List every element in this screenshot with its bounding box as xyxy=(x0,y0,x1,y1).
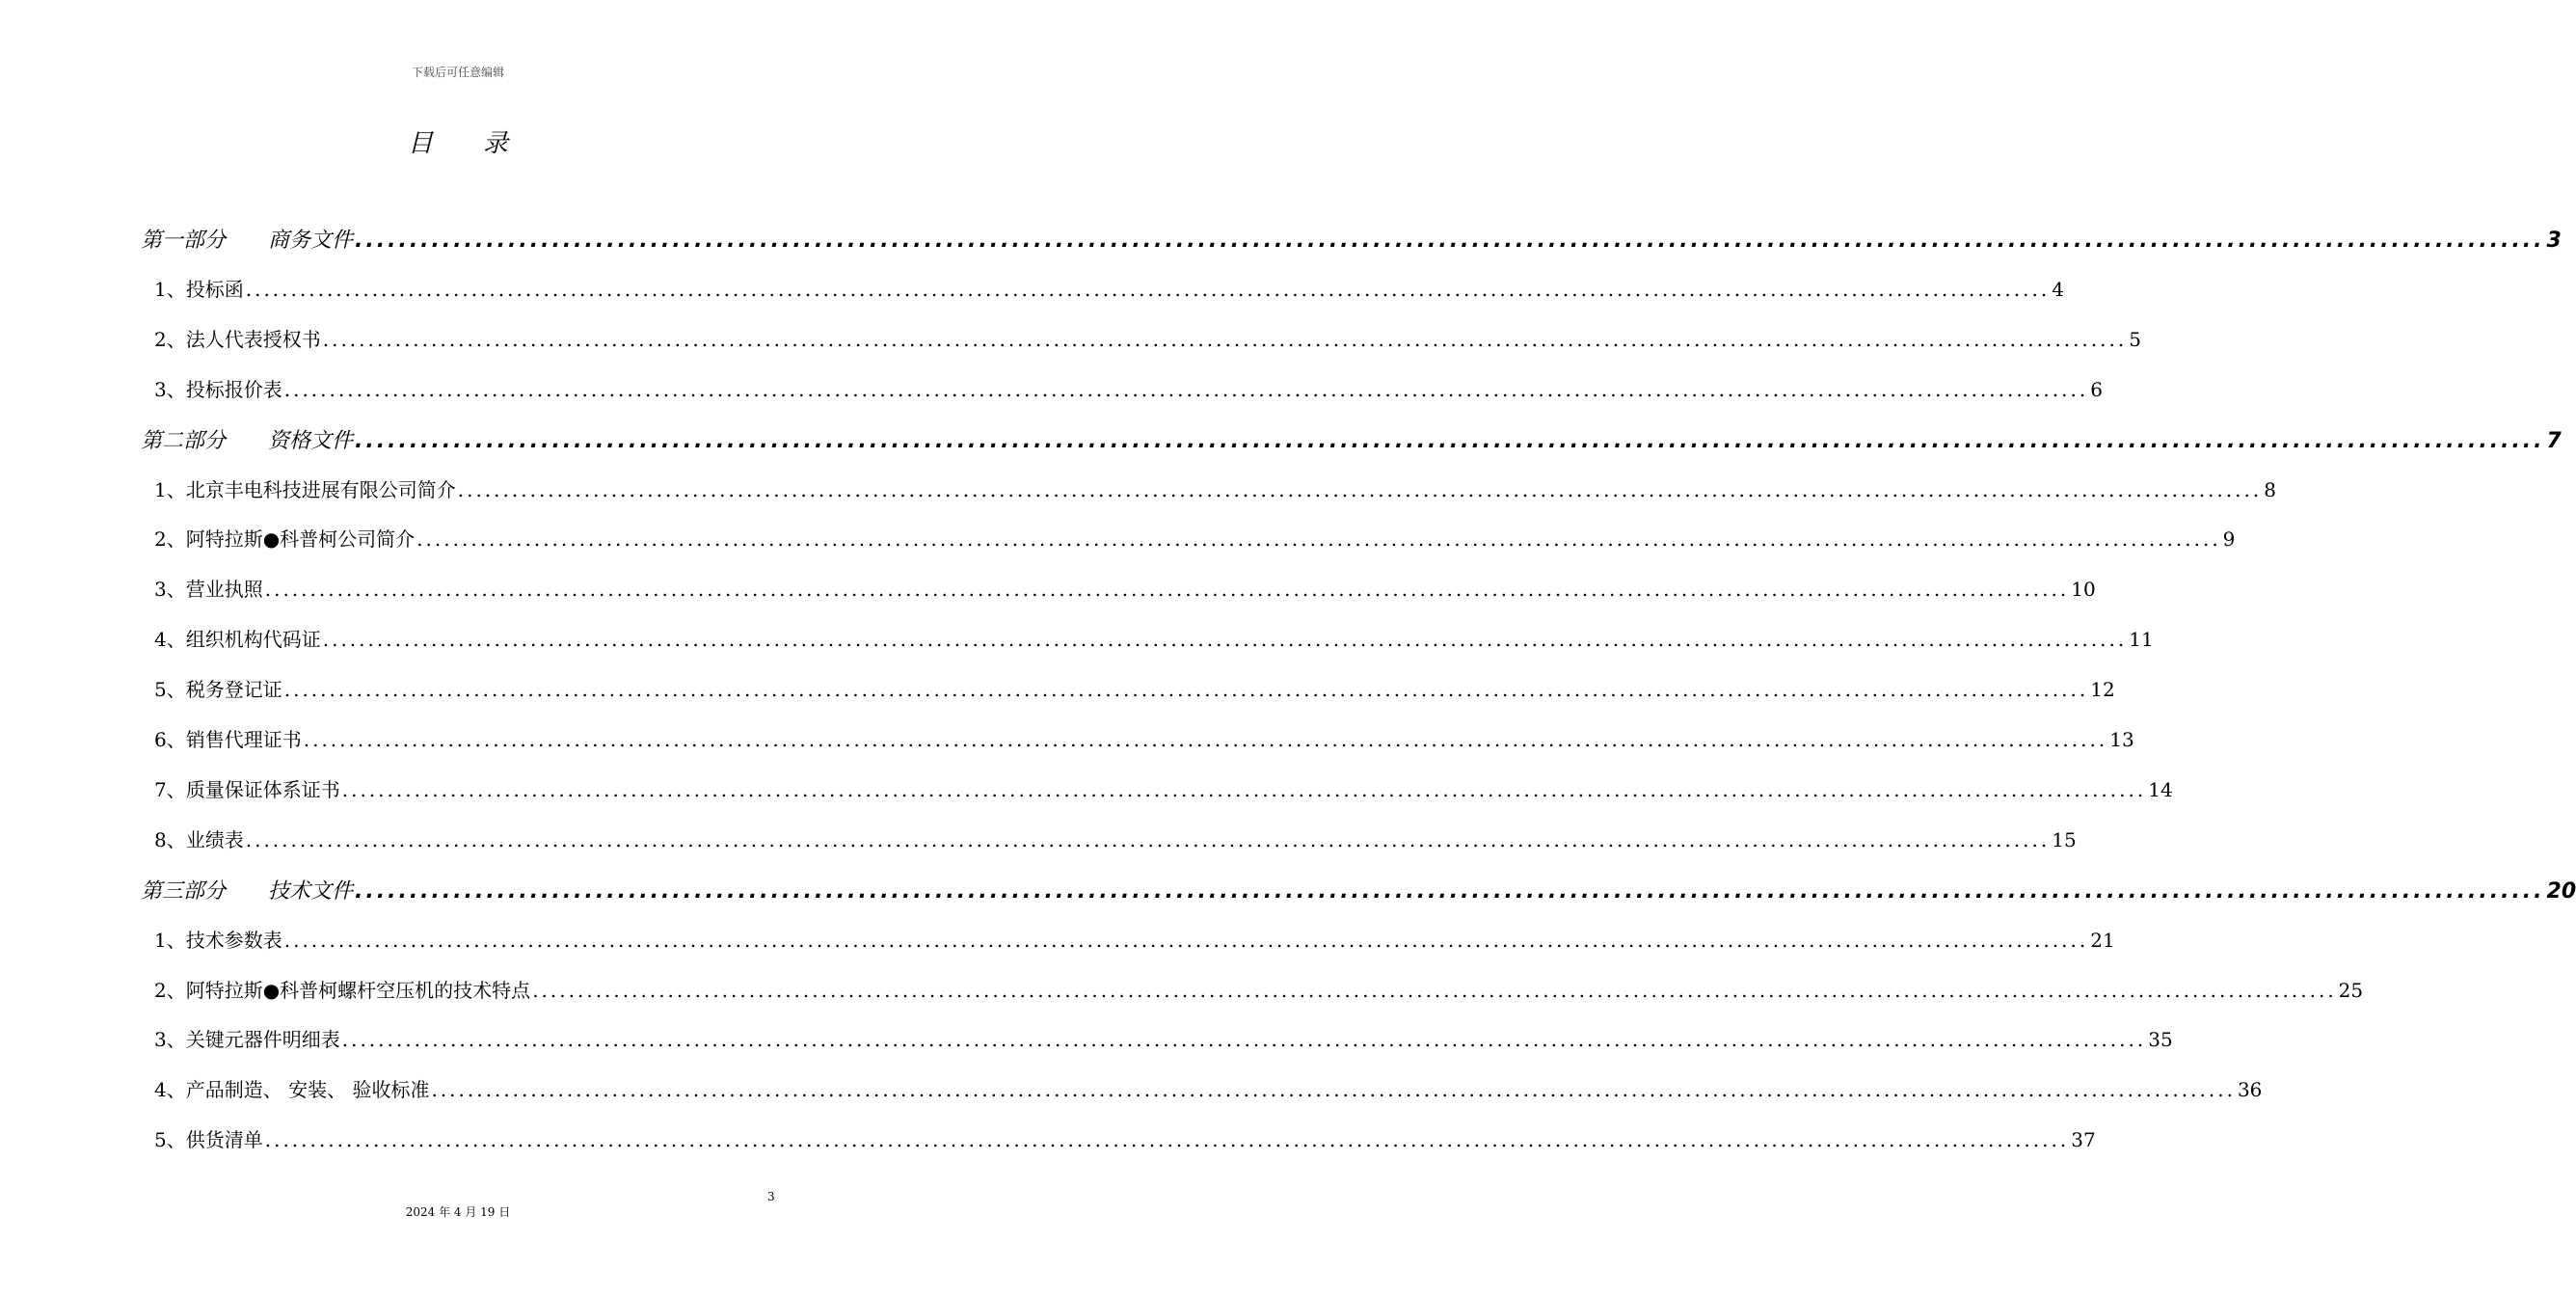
toc-item-title: 产品制造、 安装、 验收标准 xyxy=(185,1078,430,1102)
toc-item-entry[interactable] xyxy=(154,674,2115,707)
dot-leader: ........................................................................................................................................................................................................ xyxy=(355,878,2545,904)
toc-page-number: 20 xyxy=(2546,878,2576,904)
toc-item-title: 技术参数表 xyxy=(185,928,282,952)
toc-page-number: 35 xyxy=(2148,1028,2173,1052)
toc-item-number: 1、 xyxy=(154,277,186,301)
toc-item-entry[interactable] xyxy=(154,274,2064,307)
toc-item-entry[interactable] xyxy=(154,324,2141,357)
toc-item-number: 2、 xyxy=(154,978,186,1002)
toc-item-number: 1、 xyxy=(154,928,186,952)
dot-leader: ........................................................................................................................................................................................................ xyxy=(341,1028,2147,1052)
toc-item-number: 8、 xyxy=(154,827,186,851)
toc-title-left: 目 xyxy=(407,129,433,158)
dot-leader: ........................................................................................................................................................................................................ xyxy=(341,777,2147,801)
toc-page-number: 14 xyxy=(2148,777,2173,801)
toc-part-entry[interactable] xyxy=(141,875,2576,907)
toc-part-name: 商务文件 xyxy=(268,229,354,253)
dot-leader: ........................................................................................................................................................................................................ xyxy=(303,728,2108,751)
toc-item-title: 阿特拉斯●科普柯公司简介 xyxy=(185,527,416,552)
footer-date: 2024 年 4 月 19 日 xyxy=(405,1205,511,1219)
toc-page-number: 11 xyxy=(2129,628,2154,652)
toc-page-number: 36 xyxy=(2237,1078,2263,1102)
dot-leader: ........................................................................................................................................................................................................ xyxy=(457,477,2263,501)
toc-page-number: 3 xyxy=(2546,229,2562,253)
dot-leader: ........................................................................................................................................................................................................ xyxy=(245,827,2051,851)
dot-leader: ........................................................................................................................................................................................................ xyxy=(283,377,2089,401)
toc-item-number: 4、 xyxy=(154,628,186,652)
toc-item-entry[interactable] xyxy=(154,975,2364,1008)
toc-title xyxy=(0,123,916,159)
toc-item-number: 3、 xyxy=(154,578,186,602)
dot-leader: ........................................................................................................................................................................................................ xyxy=(245,277,2051,301)
toc-part-name: 技术文件 xyxy=(268,878,354,904)
toc-title-right: 录 xyxy=(483,129,509,158)
toc-item-title: 投标函 xyxy=(185,277,244,301)
dot-leader: ........................................................................................................................................................................................................ xyxy=(322,628,2128,652)
toc-item-number: 1、 xyxy=(154,477,186,501)
dot-leader: ........................................................................................................................................................................................................ xyxy=(283,678,2089,702)
toc-item-title: 阿特拉斯●科普柯螺杆空压机的技术特点 xyxy=(185,978,531,1002)
toc-item-title: 法人代表授权书 xyxy=(185,327,321,351)
toc-page-number: 9 xyxy=(2222,527,2236,552)
toc-item-number: 7、 xyxy=(154,777,186,801)
toc-item-entry[interactable] xyxy=(154,774,2173,807)
toc-page-number: 25 xyxy=(2338,978,2364,1002)
dot-leader: ........................................................................................................................................................................................................ xyxy=(322,327,2128,351)
toc-item-title: 供货清单 xyxy=(185,1128,263,1152)
toc-item-entry[interactable] xyxy=(154,925,2115,958)
toc-page-number: 6 xyxy=(2090,377,2103,401)
toc-item-entry[interactable] xyxy=(154,574,2096,607)
toc-item-title: 质量保证体系证书 xyxy=(185,777,340,801)
toc-item-title: 销售代理证书 xyxy=(185,728,302,751)
toc-item-entry[interactable] xyxy=(154,524,2236,556)
toc-item-title: 投标报价表 xyxy=(185,377,282,401)
toc-item-title: 关键元器件明细表 xyxy=(185,1028,340,1052)
toc-item-number: 4、 xyxy=(154,1078,186,1102)
toc-page-number: 5 xyxy=(2129,327,2141,351)
toc-part-label: 第一部分 xyxy=(141,229,227,253)
toc-item-entry[interactable] xyxy=(154,724,2134,757)
toc-part-label: 第三部分 xyxy=(141,878,227,904)
toc-item-entry[interactable] xyxy=(154,1074,2263,1107)
toc-item-entry[interactable] xyxy=(154,474,2276,507)
toc-item-title: 业绩表 xyxy=(185,827,244,851)
toc-part-entry[interactable] xyxy=(141,224,2562,256)
toc-item-number: 2、 xyxy=(154,527,186,552)
toc-part-label: 第二部分 xyxy=(141,428,227,453)
toc-item-entry[interactable] xyxy=(154,624,2154,657)
toc-item-title: 组织机构代码证 xyxy=(185,628,321,652)
toc-item-number: 2、 xyxy=(154,327,186,351)
toc-item-number: 5、 xyxy=(154,678,186,702)
toc-item-number: 6、 xyxy=(154,728,186,751)
header-note: 下载后可任意编辑 xyxy=(411,66,504,79)
toc-page-number: 21 xyxy=(2090,928,2115,952)
dot-leader: ........................................................................................................................................................................................................ xyxy=(355,428,2545,453)
toc-item-entry[interactable] xyxy=(154,1024,2173,1057)
toc-page-number: 37 xyxy=(2071,1128,2096,1152)
dot-leader: ........................................................................................................................................................................................................ xyxy=(264,1128,2070,1152)
toc-page-number: 4 xyxy=(2052,277,2064,301)
dot-leader: ........................................................................................................................................................................................................ xyxy=(264,578,2070,602)
toc-page-number: 8 xyxy=(2264,477,2276,501)
toc-page-number: 15 xyxy=(2052,827,2077,851)
dot-leader: ........................................................................................................................................................................................................ xyxy=(283,928,2089,952)
toc-item-number: 3、 xyxy=(154,377,186,401)
page-number: 3 xyxy=(767,1190,775,1203)
toc-page-number: 13 xyxy=(2109,728,2134,751)
toc-page-number: 12 xyxy=(2090,678,2115,702)
toc-item-entry[interactable] xyxy=(154,374,2103,407)
toc-item-title: 北京丰电科技进展有限公司简介 xyxy=(185,477,456,501)
toc-part-name: 资格文件 xyxy=(268,428,354,453)
toc-part-entry[interactable] xyxy=(141,424,2562,457)
toc-item-title: 税务登记证 xyxy=(185,678,282,702)
toc-item-number: 5、 xyxy=(154,1128,186,1152)
toc-page-number: 10 xyxy=(2071,578,2096,602)
dot-leader: ........................................................................................................................................................................................................ xyxy=(431,1078,2236,1102)
toc-item-title: 营业执照 xyxy=(185,578,263,602)
toc-item-number: 3、 xyxy=(154,1028,186,1052)
toc-item-entry[interactable] xyxy=(154,1124,2096,1157)
toc-item-entry[interactable] xyxy=(154,824,2077,857)
dot-leader: ........................................................................................................................................................................................................ xyxy=(355,229,2545,253)
toc-page-number: 7 xyxy=(2546,428,2562,453)
dot-leader: ........................................................................................................................................................................................................ xyxy=(532,978,2337,1002)
dot-leader: ........................................................................................................................................................................................................ xyxy=(416,527,2221,552)
